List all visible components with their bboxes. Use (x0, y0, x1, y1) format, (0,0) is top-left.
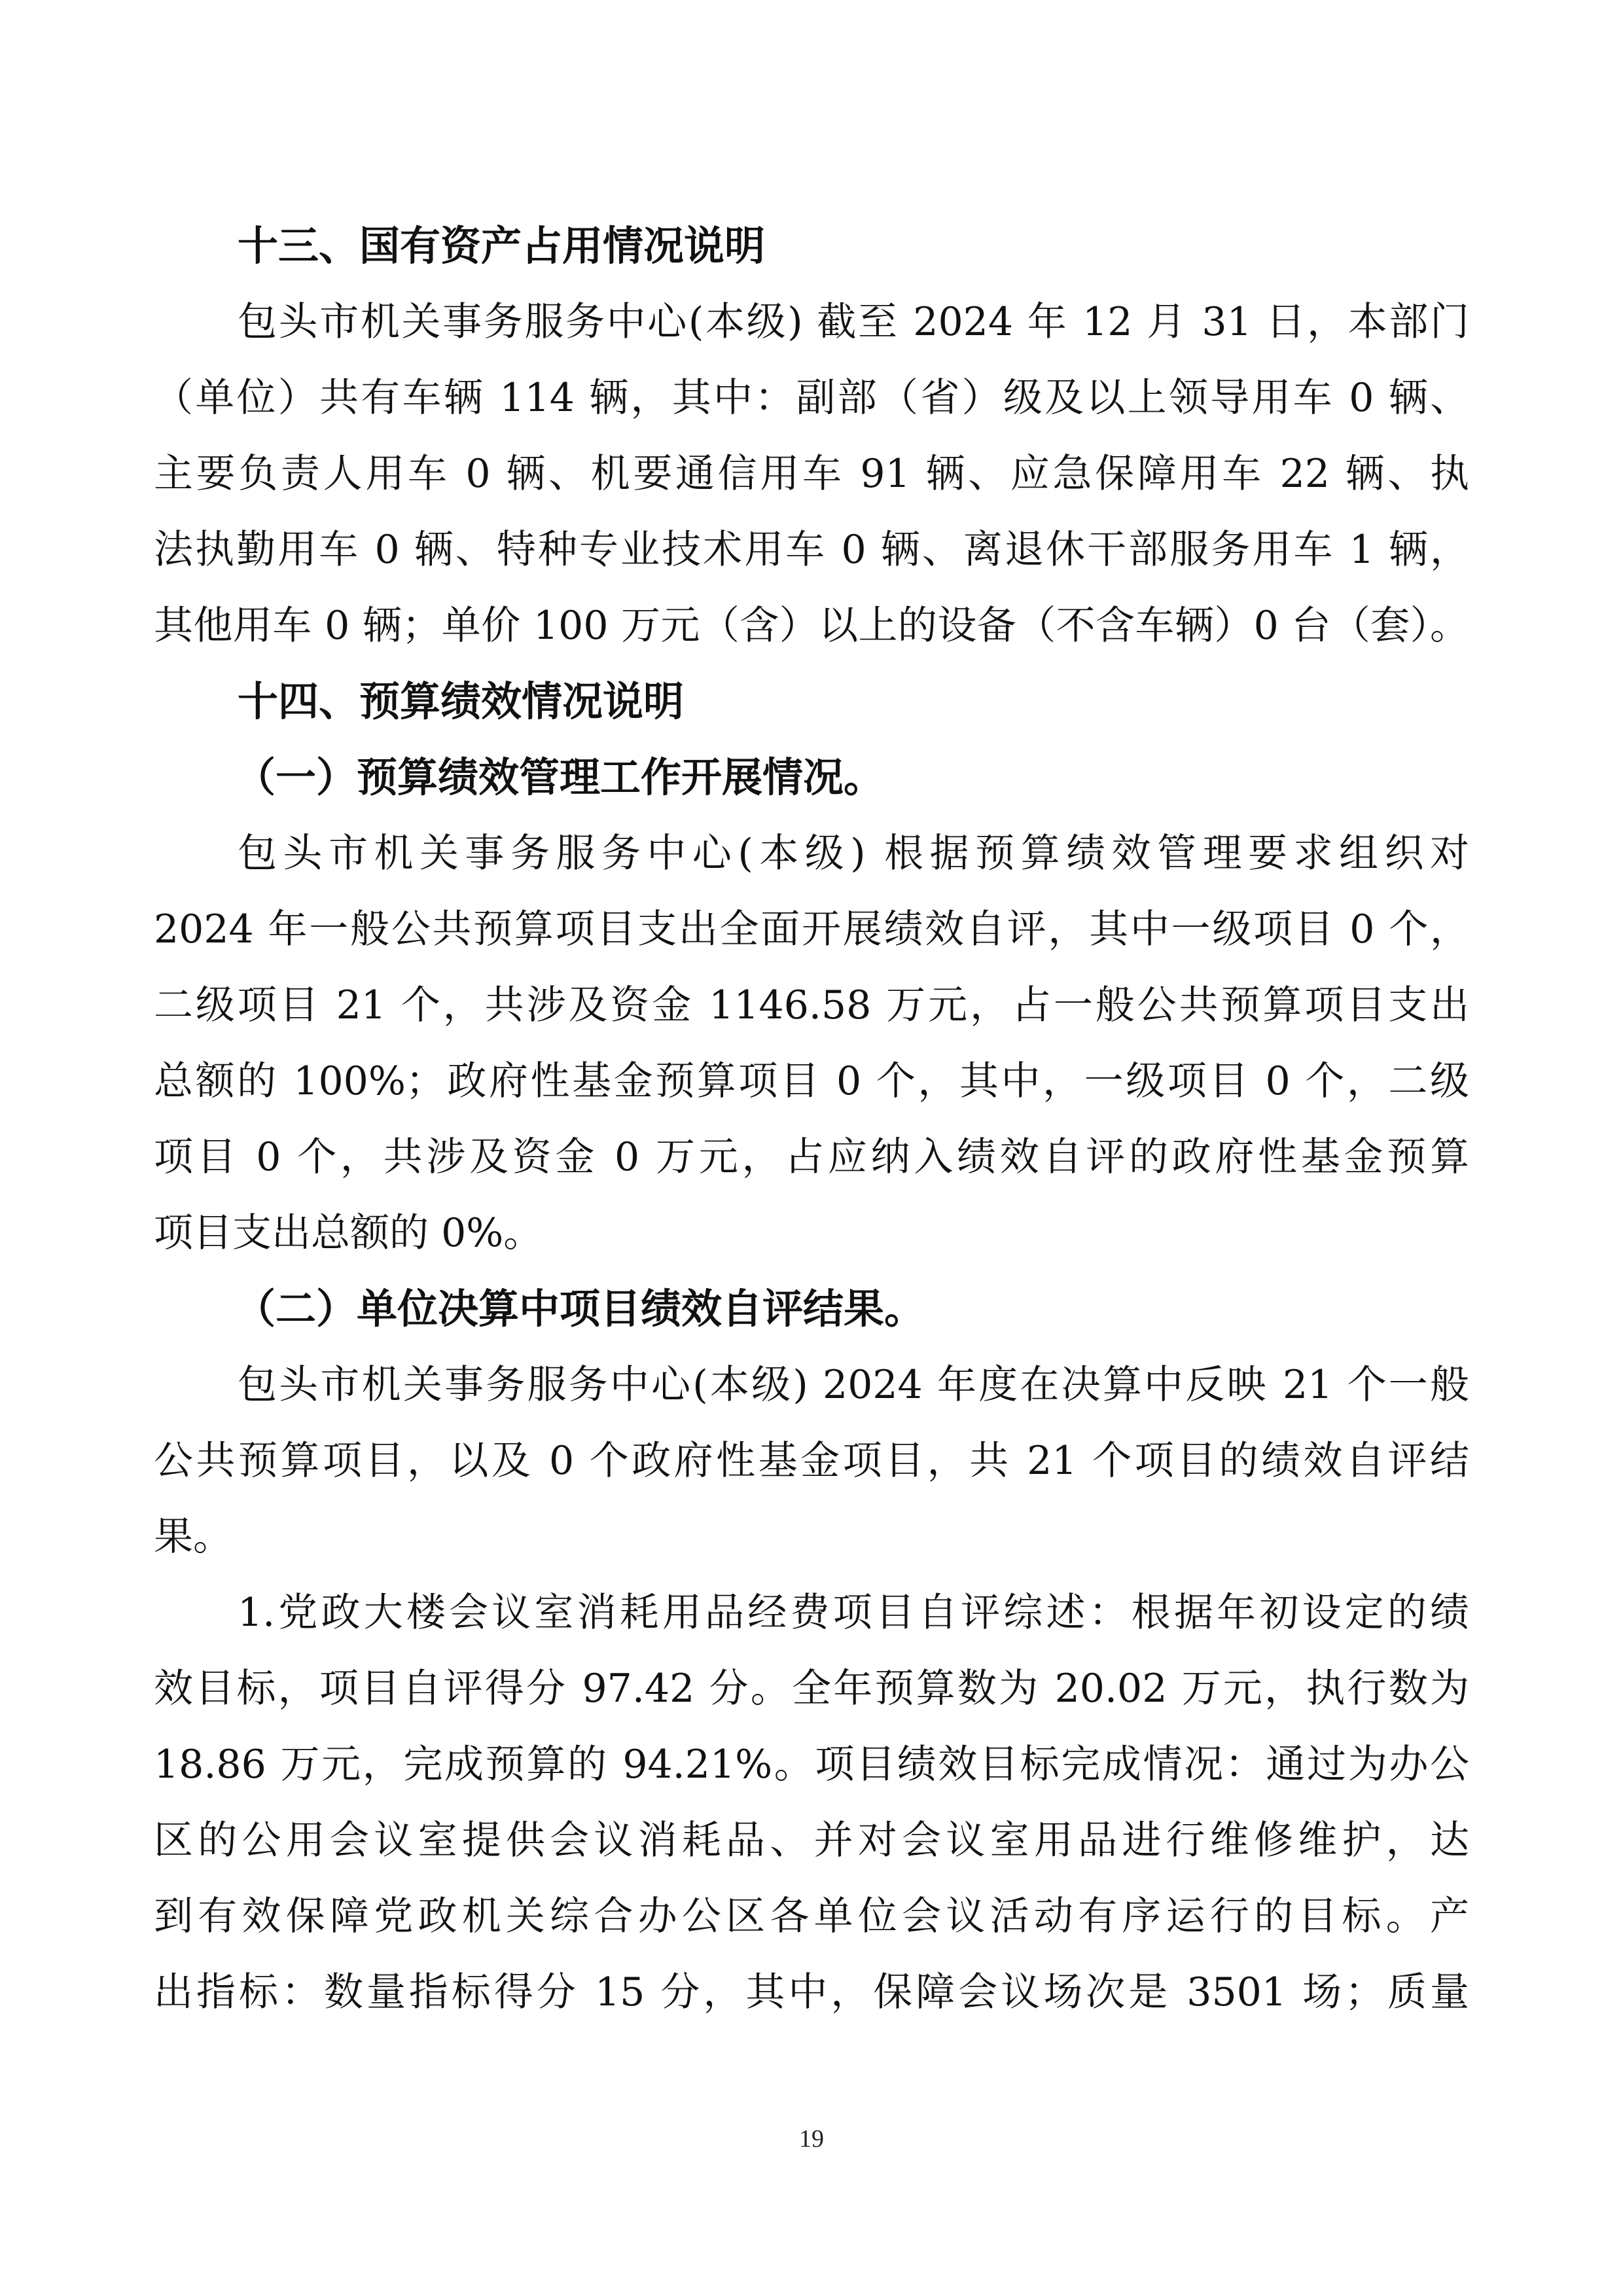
item-1-line-5: 到有效保障党政机关综合办公区各单位会议活动有序运行的目标。产 (154, 1893, 1469, 1939)
subsection-2-line-2: 公共预算项目，以及 0 个政府性基金项目，共 21 个项目的绩效自评结 (154, 1438, 1469, 1484)
item-1-line-1: 1.党政大楼会议室消耗用品经费项目自评综述：根据年初设定的绩 (238, 1590, 1469, 1636)
subsection-2-heading: （二）单位决算中项目绩效自评结果。 (235, 1285, 925, 1333)
subsection-1-line-1: 包头市机关事务服务中心(本级) 根据预算绩效管理要求组织对 (238, 831, 1469, 876)
item-1-line-6: 出指标：数量指标得分 15 分，其中，保障会议场次是 3501 场；质量 (154, 1969, 1469, 2015)
subsection-1-line-4: 总额的 100%；政府性基金预算项目 0 个，其中，一级项目 0 个，二级 (154, 1058, 1469, 1104)
section-13-heading: 十三、国有资产占用情况说明 (238, 222, 766, 270)
item-1-line-2: 效目标，项目自评得分 97.42 分。全年预算数为 20.02 万元，执行数为 (154, 1666, 1469, 1712)
subsection-1-heading: （一）预算绩效管理工作开展情况。 (235, 753, 885, 801)
document-page (154, 208, 1469, 2030)
subsection-2-line-3: 果。 (154, 1514, 232, 1560)
subsection-2-line-1: 包头市机关事务服务中心(本级) 2024 年度在决算中反映 21 个一般 (238, 1362, 1469, 1408)
item-1-line-4: 区的公用会议室提供会议消耗品、并对会议室用品进行维修维护，达 (154, 1818, 1469, 1863)
section-14-heading: 十四、预算绩效情况说明 (238, 677, 685, 725)
subsection-1-line-5: 项目 0 个，共涉及资金 0 万元，占应纳入绩效自评的政府性基金预算 (154, 1134, 1469, 1180)
section-13-line-3: 主要负责人用车 0 辆、机要通信用车 91 辆、应急保障用车 22 辆、执 (154, 451, 1469, 497)
section-13-line-5: 其他用车 0 辆；单价 100 万元（含）以上的设备（不含车辆）0 台（套）。 (154, 603, 1469, 649)
section-13-line-4: 法执勤用车 0 辆、特种专业技术用车 0 辆、离退休干部服务用车 1 辆， (154, 527, 1469, 573)
subsection-1-line-3: 二级项目 21 个，共涉及资金 1146.58 万元，占一般公共预算项目支出 (154, 982, 1469, 1028)
subsection-1-line-6: 项目支出总额的 0%。 (154, 1210, 543, 1256)
section-13-line-2: （单位）共有车辆 114 辆，其中：副部（省）级及以上领导用车 0 辆、 (154, 375, 1469, 421)
subsection-1-line-2: 2024 年一般公共预算项目支出全面开展绩效自评，其中一级项目 0 个， (154, 906, 1469, 952)
item-1-line-3: 18.86 万元，完成预算的 94.21%。项目绩效目标完成情况：通过为办公 (154, 1742, 1469, 1787)
page-number: 19 (799, 2125, 824, 2153)
section-13-line-1: 包头市机关事务服务中心(本级) 截至 2024 年 12 月 31 日，本部门 (238, 299, 1469, 345)
